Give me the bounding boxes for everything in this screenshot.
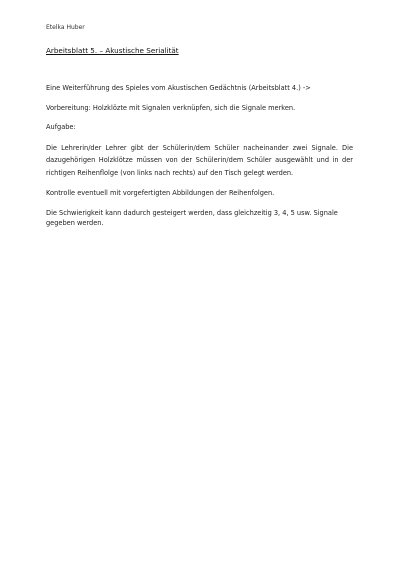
intro-paragraph: Eine Weiterführung des Spieles vom Akustischen Gedächtnis (Arbeitsblatt 4.) ->: [46, 84, 311, 92]
difficulty-paragraph: Die Schwierigkeit kann dadurch gesteigert werden, dass gleichzeitig 3, 4, 5 usw. Signale gegeben werden.: [46, 208, 338, 227]
task-description: Die Lehrerin/der Lehrer gibt der Schülerin/dem Schüler nacheinander zwei Signale. Die dazugehörigen Holzklötze müssen von der Schülerin/dem Schüler ausgewählt und in der richtigen Reihenflolge (von links nach rechts) auf den Tisch gelegt werden.: [46, 143, 353, 177]
worksheet-title: Arbeitsblatt 5. – Akustische Serialität: [46, 46, 179, 55]
control-paragraph: Kontrolle eventuell mit vorgefertigten Abbildungen der Reihenfolgen.: [46, 189, 275, 197]
document-body: [46, 83, 353, 238]
task-heading: Aufgabe:: [46, 123, 76, 131]
preparation-paragraph: Vorbereitung: Holzklözte mit Signalen verknüpfen, sich die Signale merken.: [46, 103, 296, 112]
author-name: Etelka Huber: [46, 24, 85, 31]
